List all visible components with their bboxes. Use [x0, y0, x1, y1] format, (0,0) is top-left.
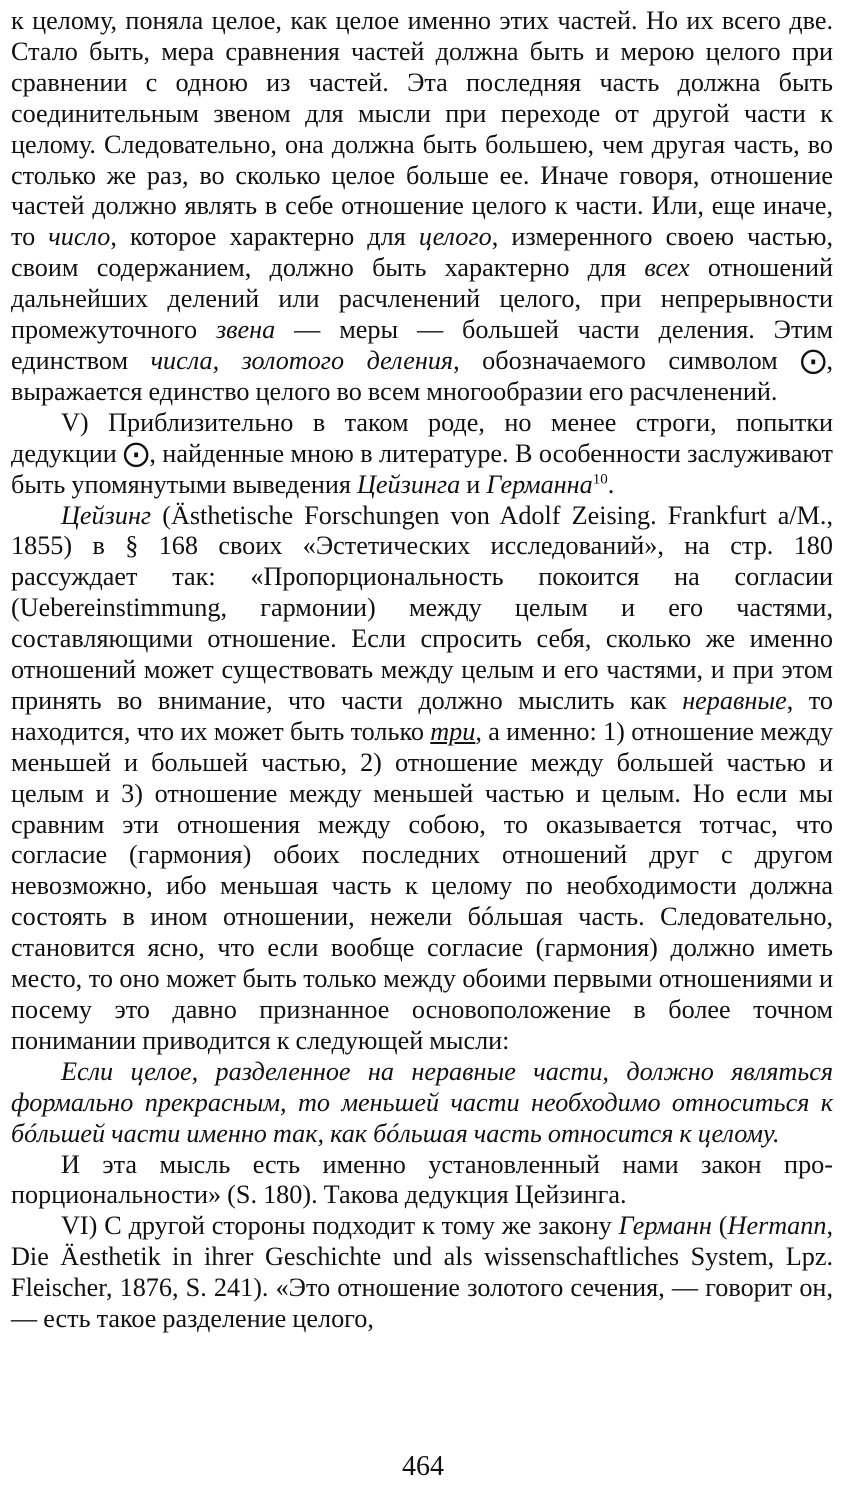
italic-quote-paragraph: Если целое, разделенное на неравные части, должно являться формально прекрасным, то меньшей части необходимо относиться к бóльшей части именно так, как бóльшая часть относится к целому.	[11, 1056, 833, 1148]
text-run: , то находится, что их может быть только	[11, 685, 833, 746]
text-run: , которое характерно для	[110, 222, 419, 252]
text-run: к целому, поняла целое, как целое именно этих частей. Но их всего две. Стало быть, мера сравнения частей должна быть и мерою целого при сравнении с одною из частей. Эта последняя часть должна быть соединительным звеном для мысли при переходе от другой части к целому. Следовательно, она должна быть большею, чем другая часть, во столько же раз, во сколько целое больше ее. Иначе говоря, отношение частей должно являть в себе отношение целого к части. Или, еще иначе, то	[11, 6, 833, 252]
paragraph-5: И эта мысль есть именно установленный нами закон пропорциональности» (S. 180). Такова дедукция Цейзинга.	[11, 1149, 833, 1210]
text-run: (Ästhetische Forschungen von Adolf Zeising. Frankfurt a/M., 1855) в § 168 своих «Эстетических исследований», на стр. 180 рассуждает так: «Пропорциональность покоится на согласии (Uebereinstimmung, гармонии) между целым и его частями, составляющими отношение. Если спросить себя, сколько же именно отношений может существовать между целым и его частями, и при этом принять во внимание, что части должно мыслить как	[11, 500, 833, 715]
text-run: VI) С другой стороны подходит к тому же закону	[61, 1211, 619, 1241]
text-run: , Die Äesthetik in ihrer Geschichte und als wissenschaftliches System, Lpz. Fleischer, 1876, S. 241). «Это отношение золотого сечения, — говорит он, — есть такое разделение целого,	[11, 1211, 833, 1334]
italic-run: числа, золотого деления	[150, 345, 454, 375]
italic-run: всех	[644, 253, 690, 283]
italic-run: Цейзинг	[61, 500, 152, 530]
text-run: — меры — большей части деления. Этим единством	[11, 315, 834, 375]
italic-run: целого	[418, 222, 492, 252]
italic-run: неравные	[682, 685, 787, 715]
italic-run: Цейзинга	[356, 469, 461, 499]
text-run: , измеренного своею частью, своим содержанием, должно быть характерно для	[11, 222, 834, 283]
text-run: отношений дальнейших делений или расчленений целого, при непрерывности промежуточного	[11, 253, 833, 345]
text-run: (	[711, 1211, 728, 1241]
text-run: , обозначаемого символом ⨀, выражается единство целого во всем многообразии его расчленений.	[11, 345, 833, 406]
page-number: 464	[402, 1451, 444, 1482]
paragraph-3	[11, 501, 833, 1057]
document-page	[11, 6, 833, 1335]
text-run: и	[460, 469, 487, 499]
italic-run: звена	[215, 315, 276, 345]
footnote-marker: 10	[592, 470, 608, 487]
text-run: , а именно: 1) отношение между меньшей и большей частью, 2) отношение между большей частью и целым и 3) отношение между меньшей частью и целым. Но если мы сравним эти отношения между собою, то оказывается тотчас, что согласие (гармония) обоих последних отношений друг с другом невозможно, ибо меньшая часть к целому по необходимости должна состоять в ином отношении, нежели бóльшая часть. Следовательно, становится ясно, что если вообще согласие (гармония) должно иметь место, то оно может быть только между обоими первыми отношениями и посему это давно признанное основоположение в более точном понимании приводится к следующей мысли:	[11, 716, 833, 1055]
italic-run: число	[48, 222, 111, 252]
text-run: V) Приблизительно в таком роде, но менее строги, попытки дедукции ⨀, найденные мною в литературе. В особенности заслуживают быть упомянутыми выведения	[11, 407, 833, 499]
italic-run: Германн	[618, 1211, 712, 1241]
paragraph-1	[11, 6, 833, 408]
italic-run: Hermann	[727, 1211, 827, 1241]
paragraph-6	[11, 1211, 833, 1335]
underlined-italic-run: три	[430, 716, 476, 746]
italic-run: Германна	[486, 469, 593, 499]
text-run: .	[607, 469, 615, 499]
paragraph-2	[11, 408, 833, 501]
